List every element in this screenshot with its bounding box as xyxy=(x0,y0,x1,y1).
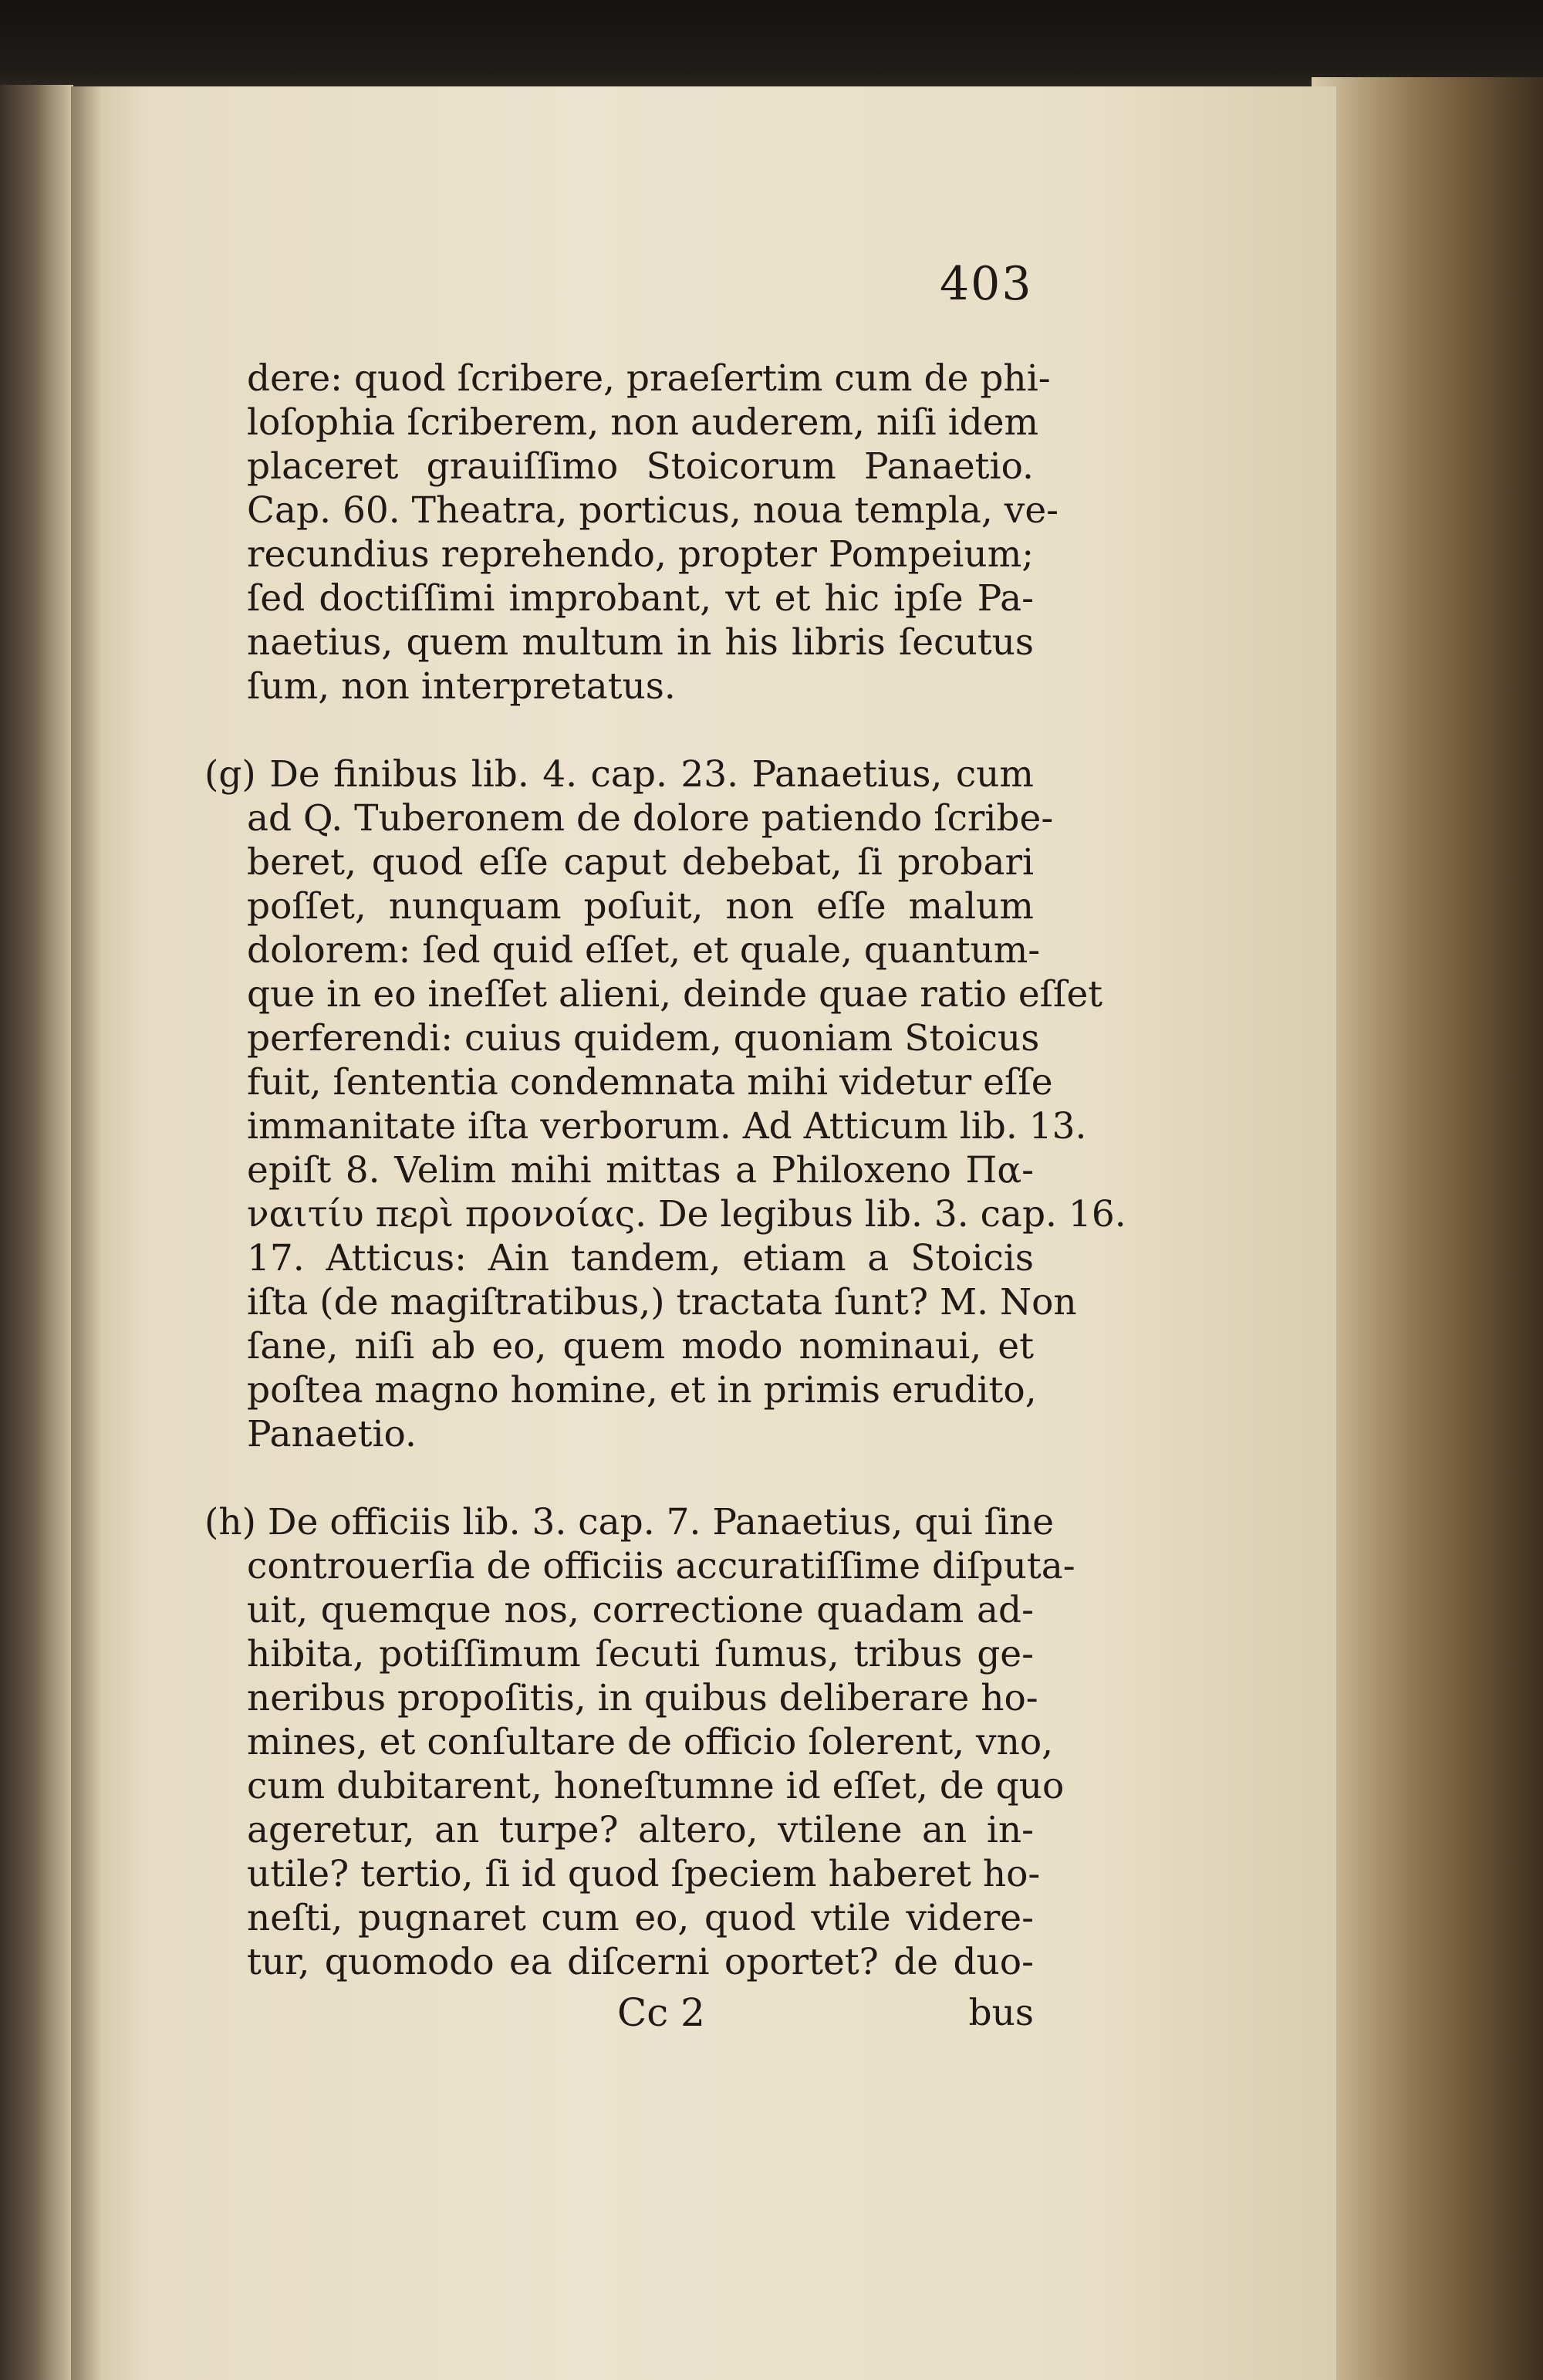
facing-page-edge xyxy=(0,85,73,2380)
footnote-h-start: (h) De officiis lib. 3. cap. 7. Panaetius, qui ſine xyxy=(204,1501,1055,1543)
text-line: ageretur, an turpe? altero, vtilene an in- xyxy=(247,1809,1034,1851)
text-line: dere: quod ſcribere, praeſertim cum de phi- xyxy=(247,357,1051,400)
text-line: placeret grauiſſimo Stoicorum Panaetio. xyxy=(247,445,1034,488)
text-line: ſane, niſi ab eo, quem modo nominaui, et xyxy=(247,1325,1034,1367)
text-line: perferendi: cuius quidem, quoniam Stoicus xyxy=(247,1017,1040,1060)
text-line: dolorem: ſed quid eſſet, et quale, quantum- xyxy=(247,929,1041,972)
text-line: neſti, pugnaret cum eo, quod vtile videre- xyxy=(247,1897,1034,1939)
text-line: 17. Atticus: Ain tandem, etiam a Stoicis xyxy=(247,1237,1034,1280)
text-line: Cap. 60. Theatra, porticus, noua templa, ve- xyxy=(247,489,1059,532)
catchword: bus xyxy=(968,1992,1034,2034)
text-line: neribus propoſitis, in quibus deliberare ho- xyxy=(247,1677,1038,1719)
signature-mark: Cc 2 xyxy=(617,1990,705,2035)
page-gutter-shadow xyxy=(71,86,102,2380)
text-line: utile? tertio, ſi id quod ſpeciem haberet ho- xyxy=(247,1853,1041,1895)
text-line: loſophia ſcriberem, non auderem, niſi idem xyxy=(247,401,1039,444)
text-line: fuit, ſententia condemnata mihi videtur eſſe xyxy=(247,1061,1053,1104)
text-line: immanitate iſta verborum. Ad Atticum lib. 13. xyxy=(247,1105,1087,1148)
text-line: tur, quomodo ea diſcerni oportet? de duo- xyxy=(247,1941,1034,1983)
text-line: ναιτίυ περὶ προνοίας. De legibus lib. 3. cap. 16. xyxy=(247,1193,1126,1236)
text-line: epiſt 8. Velim mihi mittas a Philoxeno Πα- xyxy=(247,1149,1034,1192)
text-line: ad Q. Tuberonem de dolore patiendo ſcribe- xyxy=(247,797,1054,840)
text-line: uit, quemque nos, correctione quadam ad- xyxy=(247,1589,1034,1631)
text-line: que in eo ineſſet alieni, deinde quae ratio eſſet xyxy=(247,973,1103,1016)
text-line: naetius, quem multum in his libris ſecutus xyxy=(247,621,1034,664)
text-line: Panaetio. xyxy=(247,1413,417,1455)
footnote-g-start: (g) De finibus lib. 4. cap. 23. Panaetius, cum xyxy=(204,753,1034,796)
text-line: cum dubitarent, honeſtumne id eſſet, de quo xyxy=(247,1765,1065,1807)
text-line: ſum, non interpretatus. xyxy=(247,665,676,708)
text-line: beret, quod eſſe caput debebat, ſi probari xyxy=(247,841,1034,884)
text-line: mines, et conſultare de officio ſolerent, vno, xyxy=(247,1721,1054,1763)
footer-row xyxy=(247,1991,1034,2037)
text-line: controuerſia de officiis accuratiſſime diſputa- xyxy=(247,1545,1075,1587)
text-line: hibita, potiſſimum ſecuti ſumus, tribus ge- xyxy=(247,1633,1034,1675)
text-line: poſtea magno homine, et in primis erudito, xyxy=(247,1369,1037,1411)
text-line: recundius reprehendo, propter Pompeium; xyxy=(247,533,1035,576)
page-number: 403 xyxy=(940,257,1033,311)
top-shadow xyxy=(0,0,1543,89)
page-fore-edge xyxy=(1312,77,1543,2380)
text-line: ſed doctiſſimi improbant, vt et hic ipſe Pa- xyxy=(247,577,1034,620)
text-line: poſſet, nunquam poſuit, non eſſe malum xyxy=(247,885,1034,928)
text-line: iſta (de magiſtratibus,) tractata ſunt? M. Non xyxy=(247,1281,1077,1324)
